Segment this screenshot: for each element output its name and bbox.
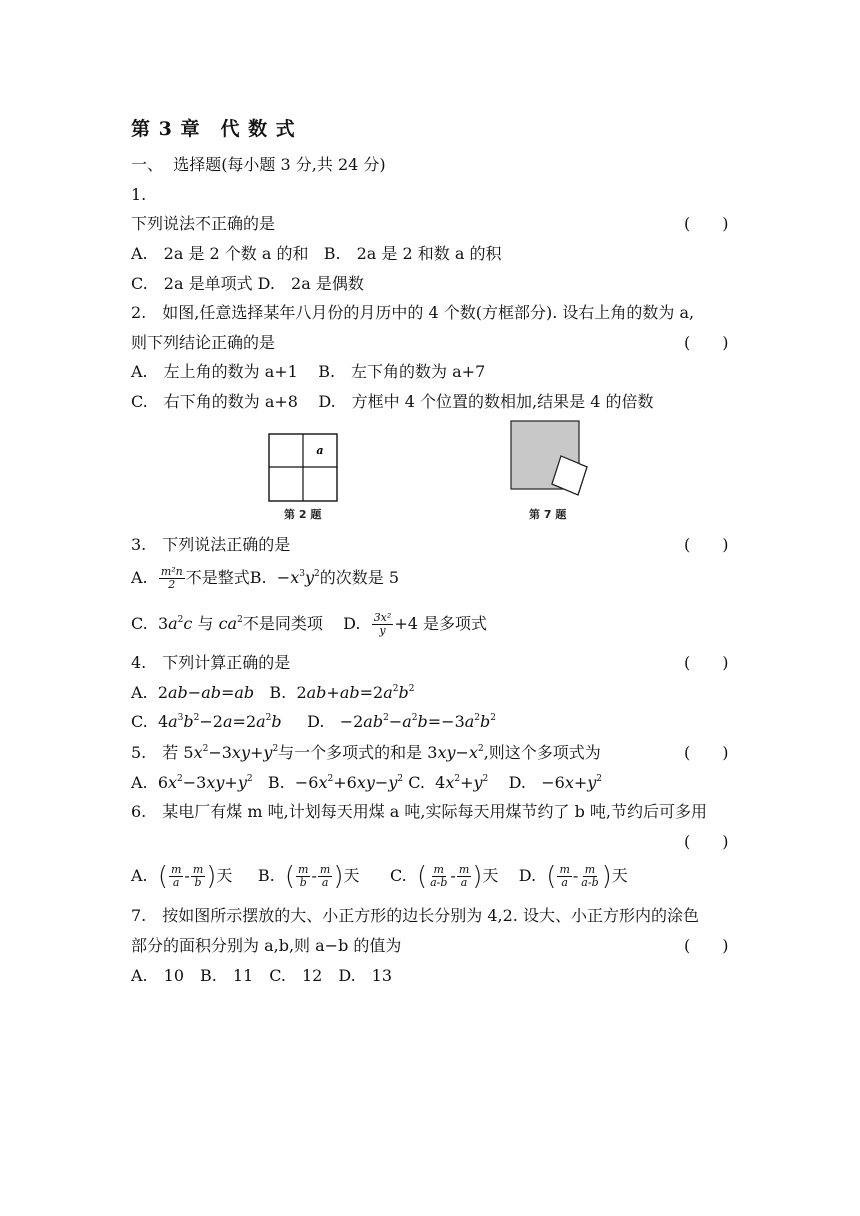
q2-option-a: A. 左上角的数为 a+1	[131, 362, 298, 381]
q4-answer-paren: ( )	[684, 653, 729, 672]
q3-a-denominator: 2	[168, 578, 176, 591]
q6-option-a-expr: ( $\frac{m}{a}$ - $\frac{m}{b}$ )	[157, 861, 217, 892]
q5-option-c-label: C.	[408, 773, 425, 792]
q7-stem-line1: 7. 按如图所示摆放的大、小正方形的边长分别为 4,2. 设大、小正方形内的涂色	[131, 906, 699, 925]
q5-stem-mid: 与一个多项式的和是	[278, 743, 423, 762]
q3-answer-paren: ( )	[684, 535, 729, 554]
q5-stem-post: ,则这个多项式为	[483, 743, 601, 762]
q6-option-b-unit: 天	[343, 866, 360, 885]
q3-option-b-text: 的次数是 5	[319, 568, 400, 587]
q1-number: 1.	[131, 185, 147, 204]
q6-option-d-unit: 天	[611, 866, 628, 885]
q3-option-d-text: +4 是多项式	[394, 614, 487, 633]
q6-option-b-label: B.	[257, 866, 275, 885]
q6-option-c-label: C.	[390, 866, 407, 885]
section-number: 一、	[131, 155, 164, 174]
q1-options-ab	[131, 243, 502, 265]
q3-option-b-label: B.	[249, 568, 267, 587]
q3-options-cd	[131, 612, 487, 637]
q3-stem: 3. 下列说法正确的是	[131, 535, 291, 554]
q3-option-b-expr: $-x^3y^2$	[276, 568, 320, 587]
q4-option-d-expr: $-2ab^2-a^2b=-3a^2b^2$	[339, 712, 497, 731]
q6-option-c-unit: 天	[482, 866, 499, 885]
q7-options: A. 10 B. 11 C. 12 D. 13	[131, 966, 393, 985]
q1-options-cd	[131, 273, 364, 295]
q5-option-b-label: B.	[267, 773, 285, 792]
q5-stem	[131, 742, 601, 764]
q6-options	[131, 861, 628, 892]
section-heading	[131, 154, 386, 176]
fig7-squares	[508, 418, 594, 504]
q2-answer-paren: ( )	[684, 333, 729, 352]
q7-stem-line2: 部分的面积分别为 a,b,则 a−b 的值为	[131, 936, 402, 955]
q6-option-c-expr: ( $\frac{m}{a-b}$ - $\frac{m}{a}$ )	[416, 861, 483, 892]
q4-options-cd	[131, 711, 496, 733]
q4-option-c-label: C.	[131, 712, 148, 731]
q2-stem-line2: 则下列结论正确的是	[131, 333, 276, 352]
q4-option-c-expr: $4a^3b^2-2a=2a^2b$	[157, 712, 282, 731]
q6-option-d-expr: ( $\frac{m}{a}$ - $\frac{m}{a-b}$ )	[546, 861, 612, 892]
q3-option-a-text: 不是整式	[185, 568, 250, 587]
q1-answer-paren: ( )	[684, 214, 729, 233]
section-text: 选择题(每小题 3 分,共 24 分)	[173, 155, 386, 174]
q2-stem-line1: 2. 如图,任意选择某年八月份的月历中的 4 个数(方框部分). 设右上角的数为 a,	[131, 303, 695, 322]
q3-d-denominator: y	[379, 624, 386, 637]
q1-option-c: C. 2a 是单项式	[131, 274, 253, 293]
q2-option-b: B. 左下角的数为 a+7	[318, 362, 486, 381]
q4-stem: 4. 下列计算正确的是	[131, 653, 291, 672]
q6-option-a-label: A.	[131, 866, 148, 885]
q5-option-a-expr: $6x^2-3xy+y^2$	[157, 773, 253, 792]
q3-option-d-label: D.	[343, 614, 361, 633]
q1-stem: 下列说法不正确的是	[131, 214, 276, 233]
q1-option-d: D. 2a 是偶数	[257, 274, 364, 293]
q2-options-cd	[131, 391, 653, 413]
q3-d-numerator: 3x²	[373, 611, 392, 624]
q2-option-d: D. 方框中 4 个位置的数相加,结果是 4 的倍数	[318, 392, 654, 411]
q2-options-ab	[131, 361, 485, 383]
q6-option-b-expr: ( $\frac{m}{b}$ - $\frac{m}{a}$ )	[284, 861, 344, 892]
q3-option-a-fraction	[159, 566, 185, 591]
chapter-title: 第 3 章 代 数 式	[131, 118, 296, 140]
q3-option-c-label: C.	[131, 614, 148, 633]
q5-options	[131, 772, 602, 794]
q3-option-c-expr2: $ca^2$	[218, 614, 243, 633]
q5-option-d-expr: $-6x+y^2$	[541, 773, 603, 792]
q5-option-c-expr: $4x^2+y^2$	[435, 773, 489, 792]
q3-option-c-text: 不是同类项	[242, 614, 323, 633]
q3-a-numerator: m²n	[160, 565, 183, 578]
q5-answer-paren: ( )	[684, 743, 729, 762]
q6-option-a-unit: 天	[216, 866, 233, 885]
q6-stem: 6. 某电厂有煤 m 吨,计划每天用煤 a 吨,实际每天用煤节约了 b 吨,节约后可多用	[131, 802, 707, 821]
fig2-calendar-grid	[268, 433, 340, 503]
q4-option-a-expr: 2ab−ab=ab	[157, 683, 255, 702]
q5-option-d-label: D.	[508, 773, 526, 792]
q7-answer-paren: ( )	[684, 936, 729, 955]
q6-option-d-label: D.	[518, 866, 537, 885]
q5-stem-pre: 5. 若	[131, 743, 179, 762]
fig2-caption: 第 2 题	[284, 508, 322, 521]
q3-option-d-fraction	[372, 612, 394, 637]
q4-options-ab	[131, 682, 414, 704]
q5-expr1: $5x^2-3xy+y^2$	[183, 743, 279, 762]
q4-option-b-expr: $2ab+ab=2a^2b^2$	[296, 683, 415, 702]
q5-option-a-label: A.	[131, 773, 148, 792]
fig7-caption: 第 7 题	[529, 508, 567, 521]
q3-option-c-mid: 与	[197, 614, 214, 633]
q4-option-d-label: D.	[307, 712, 325, 731]
q5-option-b-expr: $-6x^2+6xy-y^2$	[294, 773, 404, 792]
q4-option-b-label: B.	[269, 683, 287, 702]
q3-options-ab	[131, 566, 399, 591]
q2-option-c: C. 右下角的数为 a+8	[131, 392, 298, 411]
q4-option-a-label: A.	[131, 683, 148, 702]
q6-answer-paren: ( )	[684, 832, 729, 851]
q5-expr2: $3xy-x^2$	[427, 743, 484, 762]
fig2-letter-a: a	[316, 444, 324, 457]
q1-option-a: A. 2a 是 2 个数 a 的和	[131, 244, 309, 263]
q1-option-b: B. 2a 是 2 和数 a 的积	[323, 244, 502, 263]
q3-option-c-expr1: $3a^2c$	[157, 614, 193, 633]
q3-option-a-label: A.	[131, 568, 148, 587]
